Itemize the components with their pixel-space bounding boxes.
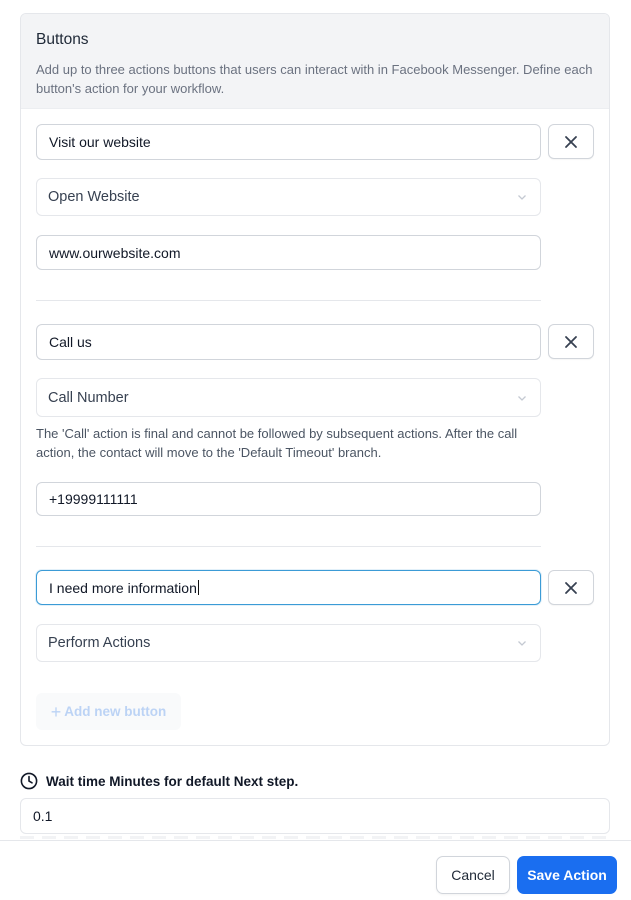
save-action-button[interactable]: Save Action	[517, 856, 617, 894]
button-1-action-value: Open Website	[48, 189, 140, 205]
section-title: Buttons	[36, 31, 89, 48]
button-3-action-value: Perform Actions	[48, 635, 151, 651]
button-2-action-select[interactable]	[36, 378, 541, 417]
button-2-label-text: Call us	[49, 334, 92, 350]
scroll-shadow	[20, 836, 610, 839]
button-1-action-select[interactable]	[36, 178, 541, 216]
remove-button-2[interactable]	[548, 324, 594, 359]
wait-time-input[interactable]	[20, 798, 610, 834]
remove-button-1[interactable]	[548, 124, 594, 159]
add-new-button[interactable]	[36, 693, 181, 730]
modal-footer	[0, 840, 631, 900]
chevron-down-icon	[516, 637, 528, 649]
close-icon	[564, 135, 578, 149]
wait-time-label-text: Wait time Minutes for default Next step.	[46, 773, 299, 789]
cancel-button[interactable]: Cancel	[436, 856, 510, 894]
plus-icon: +	[50, 701, 62, 722]
button-2-phone-input[interactable]	[36, 482, 541, 516]
wait-time-value: 0.1	[33, 808, 53, 824]
divider	[36, 546, 541, 547]
button-2-action-value: Call Number	[48, 389, 129, 406]
text-caret	[198, 580, 199, 595]
button-1-label-text: Visit our website	[49, 134, 151, 150]
add-new-button-label: Add new button	[64, 704, 167, 719]
clock-icon	[20, 772, 38, 790]
divider	[36, 300, 541, 301]
button-1-label-input[interactable]	[36, 124, 541, 160]
wait-time-label	[20, 771, 298, 791]
button-2-phone-text: +19999111111	[49, 491, 138, 507]
chevron-down-icon	[516, 191, 528, 203]
call-action-note: The 'Call' action is final and cannot be followed by subsequent actions. After the call action, the contact will move to the 'Default Timeout' branch.	[36, 426, 518, 460]
remove-button-3[interactable]	[548, 570, 594, 605]
close-icon	[564, 581, 578, 595]
card-header	[21, 14, 609, 109]
button-3-label-input[interactable]	[36, 570, 541, 605]
button-1-url-text: www.ourwebsite.com	[49, 244, 181, 261]
button-3-label-text: I need more information	[49, 579, 197, 596]
button-3-action-select[interactable]	[36, 624, 541, 662]
section-description: Add up to three actions buttons that users can interact with in Facebook Messenger. Define each button's action for your workflow.	[36, 62, 593, 96]
button-1-url-input[interactable]	[36, 235, 541, 270]
button-2-label-input[interactable]	[36, 324, 541, 360]
chevron-down-icon	[516, 392, 528, 404]
close-icon	[564, 335, 578, 349]
